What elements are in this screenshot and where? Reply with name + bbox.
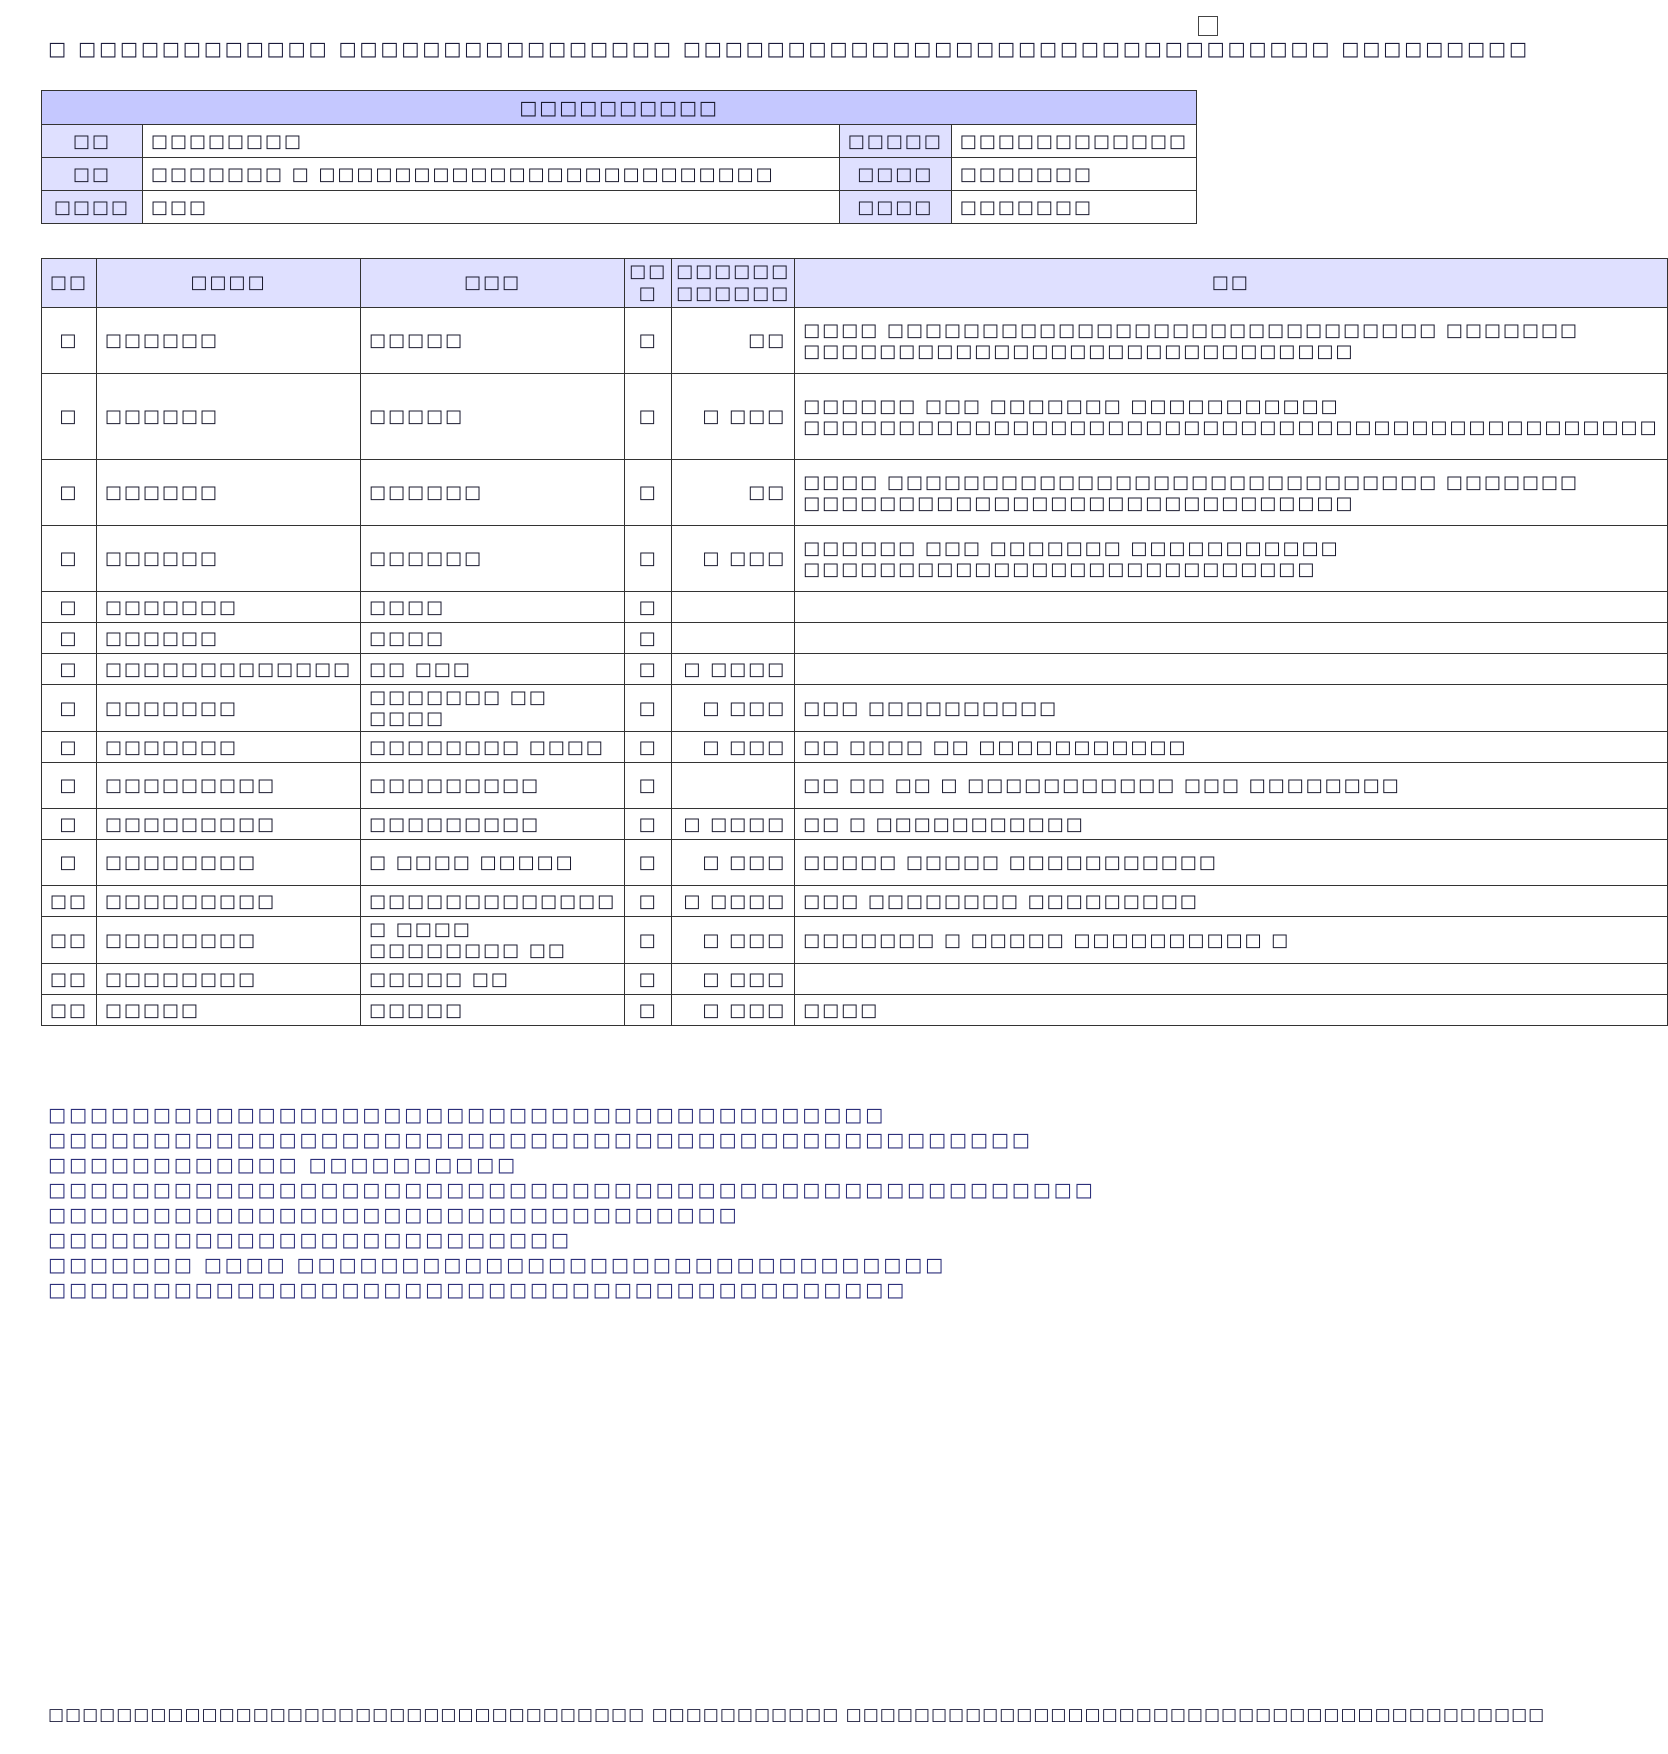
cell-type: □□□□□□□□□	[361, 809, 625, 840]
cell-mandatory: □	[625, 623, 672, 654]
footer-text: □□□□□□□□□□□□□□□□□□□□□□□□□□□□□□□□□□□ □□□□□□□□□□□ □□□□□□□□□□□□□□□□□□□□□□□□□□□□□□□□□□□□□□□□□	[48, 1705, 1546, 1725]
cell-mandatory: □	[625, 840, 672, 886]
table-row	[42, 685, 1668, 732]
note-line: □□□□□□□□□□□□□□□□□□□□□□□□□□□□□□□□□	[48, 1204, 740, 1226]
table-row	[42, 732, 1668, 763]
info-value: □□□	[143, 191, 840, 224]
info-label: □□□□	[42, 191, 143, 224]
cell-length: □□	[672, 460, 795, 526]
cell-type: □□□□□	[361, 308, 625, 374]
cell-mandatory: □	[625, 308, 672, 374]
header-field: □□□□	[97, 259, 361, 308]
cell-mandatory: □	[625, 592, 672, 623]
cell-remark	[795, 964, 1667, 995]
cell-field: □□□□□□□	[97, 592, 361, 623]
table-row	[42, 308, 1668, 374]
info-label-2: □□□□□	[839, 125, 951, 158]
cell-field: □□□□□□	[97, 374, 361, 460]
info-table-title: □□□□□□□□□□	[42, 91, 1197, 125]
cell-length: □ □□□	[672, 526, 795, 592]
cell-type: □□□□□ □□	[361, 964, 625, 995]
cell-field: □□□□□□	[97, 526, 361, 592]
cell-length: □ □□□	[672, 685, 795, 732]
cell-type: □ □□□□ □□□□□□□□ □□	[361, 917, 625, 964]
cell-type: □□□□□	[361, 995, 625, 1026]
info-label-2: □□□□	[839, 191, 951, 224]
note-line: □□□□□□□□□□□□□□□□□□□□□□□□□□□□□□□□□□□□□□□□□□□□□□□	[48, 1129, 1033, 1151]
info-table	[41, 90, 1197, 224]
header-type: □□□	[361, 259, 625, 308]
cell-remark: □□□□	[795, 995, 1667, 1026]
note-line: □□□□□□□□□□□□ □□□□□□□□□□	[48, 1154, 518, 1176]
cell-length: □ □□□	[672, 374, 795, 460]
info-row	[42, 158, 1197, 191]
cell-length: □ □□□□	[672, 886, 795, 917]
cell-type: □□□□□□	[361, 526, 625, 592]
note-line: □□□□□□□□□□□□□□□□□□□□□□□□□□□□□□□□□□□□□□□□	[48, 1104, 887, 1126]
cell-mandatory: □	[625, 964, 672, 995]
cell-no: □	[42, 732, 97, 763]
cell-remark: □□□ □□□□□□□□ □□□□□□□□□	[795, 886, 1667, 917]
header-mandatory: □□ □	[625, 259, 672, 308]
cell-length: □ □□□	[672, 964, 795, 995]
info-value-2: □□□□□□□□□□□□	[951, 125, 1196, 158]
info-value: □□□□□□□ □ □□□□□□□□□□□□□□□□□□□□□□□□	[143, 158, 840, 191]
cell-remark: □□□□ □□□□□□□□□□□□□□□□□□□□□□□□□□□□□ □□□□□□□ □□□□□□□□□□□□□□□□□□□□□□□□□□□□□	[795, 308, 1667, 374]
cell-field: □□□□□□□□	[97, 917, 361, 964]
cell-remark: □□□□□□□ □ □□□□□ □□□□□□□□□□ □	[795, 917, 1667, 964]
cell-no: □□	[42, 886, 97, 917]
cell-remark	[795, 592, 1667, 623]
cell-field: □□□□□□□□□	[97, 763, 361, 809]
cell-mandatory: □	[625, 995, 672, 1026]
note-line: □□□□□□□□□□□□□□□□□□□□□□□□□	[48, 1229, 572, 1251]
cell-type: □□□□□□	[361, 460, 625, 526]
cell-no: □□	[42, 917, 97, 964]
info-row	[42, 191, 1197, 224]
cell-mandatory: □	[625, 732, 672, 763]
header-no: □□	[42, 259, 97, 308]
cell-remark: □□□□□□ □□□ □□□□□□□ □□□□□□□□□□□ □□□□□□□□□□□□□□□□□□□□□□□□□□□□□□□□□□□□□□□□□□□□□	[795, 374, 1667, 460]
cell-mandatory: □	[625, 654, 672, 685]
cell-remark: □□ □□ □□ □ □□□□□□□□□□□ □□□ □□□□□□□□	[795, 763, 1667, 809]
cell-field: □□□□□□□	[97, 732, 361, 763]
cell-mandatory: □	[625, 763, 672, 809]
cell-length	[672, 592, 795, 623]
cell-length: □ □□□	[672, 917, 795, 964]
cell-field: □□□□□□□□	[97, 964, 361, 995]
cell-type: □□□□□□□□ □□□□	[361, 732, 625, 763]
info-label: □□	[42, 125, 143, 158]
note-line: □□□□□□□□□□□□□□□□□□□□□□□□□□□□□□□□□□□□□□□□□□□□□□□□□□	[48, 1179, 1096, 1201]
cell-no: □	[42, 685, 97, 732]
cell-type: □□□□□□□ □□ □□□□	[361, 685, 625, 732]
info-label-2: □□□□	[839, 158, 951, 191]
cell-mandatory: □	[625, 685, 672, 732]
note-line: □□□□□□□□□□□□□□□□□□□□□□□□□□□□□□□□□□□□□□□□□	[48, 1279, 908, 1301]
cell-no: □□	[42, 964, 97, 995]
cell-type: □□ □□□	[361, 654, 625, 685]
cell-remark: □□ □ □□□□□□□□□□□	[795, 809, 1667, 840]
spec-header-row	[42, 259, 1668, 308]
cell-length: □ □□□□	[672, 654, 795, 685]
table-row	[42, 592, 1668, 623]
header-remark: □□	[795, 259, 1667, 308]
table-row	[42, 460, 1668, 526]
info-label: □□	[42, 158, 143, 191]
cell-length: □ □□□	[672, 840, 795, 886]
cell-length: □□	[672, 308, 795, 374]
cell-type: □□□□□	[361, 374, 625, 460]
cell-no: □	[42, 654, 97, 685]
cell-length	[672, 763, 795, 809]
cell-no: □	[42, 526, 97, 592]
cell-mandatory: □	[625, 460, 672, 526]
cell-mandatory: □	[625, 809, 672, 840]
cell-type: □□□□□□□□□□□□□	[361, 886, 625, 917]
cell-length: □ □□□	[672, 732, 795, 763]
cell-mandatory: □	[625, 526, 672, 592]
cell-no: □	[42, 623, 97, 654]
intro-text: □ □□□□□□□□□□□□ □□□□□□□□□□□□□□□□ □□□□□□□□□□□□□□□□□□□□□□□□□□□□□□□ □□□□□□□□□	[48, 38, 1530, 60]
spec-table	[41, 258, 1668, 1026]
cell-no: □	[42, 374, 97, 460]
cell-mandatory: □	[625, 374, 672, 460]
notes	[48, 1103, 1168, 1303]
cell-no: □	[42, 809, 97, 840]
table-row	[42, 654, 1668, 685]
cell-length	[672, 623, 795, 654]
cell-no: □	[42, 592, 97, 623]
cell-no: □	[42, 460, 97, 526]
cell-field: □□□□□□□□□	[97, 886, 361, 917]
table-row	[42, 995, 1668, 1026]
cell-no: □	[42, 763, 97, 809]
table-row	[42, 374, 1668, 460]
cell-no: □	[42, 308, 97, 374]
cell-remark	[795, 654, 1667, 685]
cell-length: □ □□□□	[672, 809, 795, 840]
cell-remark	[795, 623, 1667, 654]
cell-field: □□□□□□□□	[97, 840, 361, 886]
info-value-2: □□□□□□□	[951, 191, 1196, 224]
cell-type: □□□□	[361, 592, 625, 623]
table-row	[42, 964, 1668, 995]
table-row	[42, 886, 1668, 917]
cell-mandatory: □	[625, 886, 672, 917]
cell-field: □□□□□□	[97, 308, 361, 374]
header-length: □□□□□□ □□□□□□	[672, 259, 795, 308]
table-row	[42, 623, 1668, 654]
table-row	[42, 917, 1668, 964]
corner-mark	[1198, 16, 1218, 36]
cell-length: □ □□□	[672, 995, 795, 1026]
cell-type: □□□□□□□□□	[361, 763, 625, 809]
spec-body	[42, 308, 1668, 1026]
info-value-2: □□□□□□□	[951, 158, 1196, 191]
cell-remark: □□□□ □□□□□□□□□□□□□□□□□□□□□□□□□□□□□ □□□□□□□ □□□□□□□□□□□□□□□□□□□□□□□□□□□□□	[795, 460, 1667, 526]
cell-remark: □□□ □□□□□□□□□□	[795, 685, 1667, 732]
cell-type: □□□□	[361, 623, 625, 654]
info-value: □□□□□□□□	[143, 125, 840, 158]
cell-field: □□□□□	[97, 995, 361, 1026]
table-row	[42, 840, 1668, 886]
cell-remark: □□ □□□□ □□ □□□□□□□□□□□	[795, 732, 1667, 763]
cell-field: □□□□□□□□□	[97, 809, 361, 840]
cell-remark: □□□□□□ □□□ □□□□□□□ □□□□□□□□□□□ □□□□□□□□□□□□□□□□□□□□□□□□□□□	[795, 526, 1667, 592]
cell-no: □	[42, 840, 97, 886]
cell-no: □□	[42, 995, 97, 1026]
cell-field: □□□□□□□□□□□□□	[97, 654, 361, 685]
table-row	[42, 526, 1668, 592]
cell-field: □□□□□□	[97, 623, 361, 654]
note-line: □□□□□□□ □□□□ □□□□□□□□□□□□□□□□□□□□□□□□□□□□□□□	[48, 1254, 947, 1276]
info-row	[42, 125, 1197, 158]
table-row	[42, 809, 1668, 840]
cell-mandatory: □	[625, 917, 672, 964]
cell-type: □ □□□□ □□□□□	[361, 840, 625, 886]
cell-field: □□□□□□	[97, 460, 361, 526]
cell-field: □□□□□□□	[97, 685, 361, 732]
table-row	[42, 763, 1668, 809]
cell-remark: □□□□□ □□□□□ □□□□□□□□□□□	[795, 840, 1667, 886]
